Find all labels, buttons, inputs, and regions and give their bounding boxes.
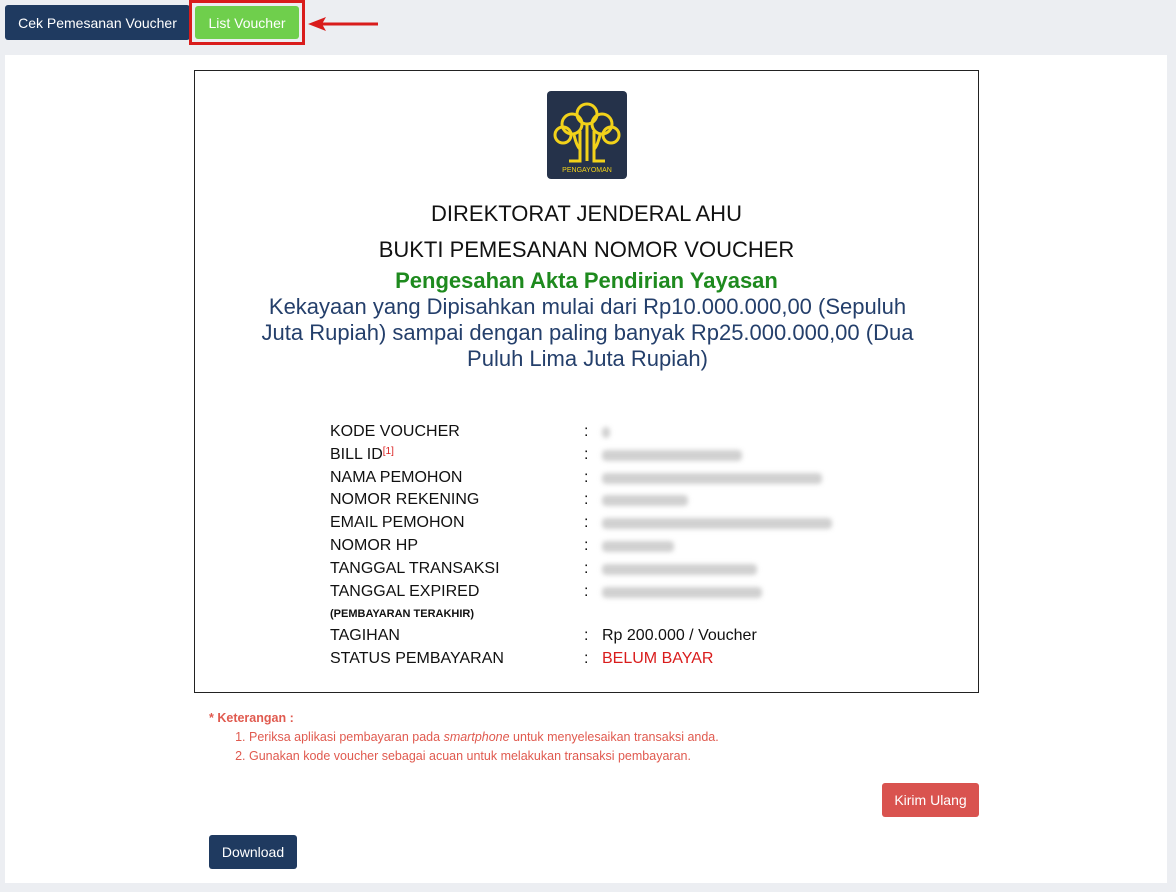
field-row-nama-pemohon [330, 467, 890, 490]
notes-heading: * Keterangan : [209, 711, 294, 725]
field-value-redacted [602, 518, 832, 529]
field-colon: : [584, 559, 589, 577]
field-row-bill-id [330, 444, 890, 467]
main-panel [5, 55, 1167, 883]
field-colon: : [584, 423, 589, 440]
field-row-status-pembayaran [330, 648, 890, 671]
receipt-fields [330, 421, 890, 671]
field-value-redacted [602, 495, 688, 506]
field-label: NOMOR REKENING [330, 491, 480, 509]
field-label: EMAIL PEMOHON [330, 514, 465, 532]
field-row-nomor-rekening [330, 489, 890, 512]
pengayoman-logo [547, 91, 627, 179]
field-value-redacted [602, 564, 757, 575]
field-label: NOMOR HP [330, 536, 418, 554]
cek-pemesanan-voucher-button[interactable]: Cek Pemesanan Voucher [5, 5, 190, 40]
field-colon: : [584, 468, 589, 486]
field-colon: : [584, 491, 589, 509]
tagihan-value: Rp 200.000 / Voucher [602, 627, 757, 645]
field-label: TANGGAL EXPIRED [330, 582, 480, 600]
notes-section [209, 711, 719, 766]
field-label: (PEMBAYARAN TERAKHIR) [330, 608, 475, 621]
field-colon: : [584, 627, 589, 645]
field-label: TAGIHAN [330, 627, 400, 645]
field-label: TANGGAL TRANSAKSI [330, 559, 500, 577]
service-name: Pengesahan Akta Pendirian Yayasan [395, 268, 778, 293]
receipt-title: DIREKTORAT JENDERAL AHU [431, 201, 742, 226]
arrow-annotation-icon [308, 14, 380, 34]
field-row-tanggal-expired [330, 581, 890, 604]
field-value-redacted [602, 427, 610, 438]
status-badge: BELUM BAYAR [602, 650, 714, 668]
field-row-kode-voucher [330, 421, 890, 444]
top-toolbar [0, 0, 1176, 48]
field-label: KODE VOUCHER [330, 423, 460, 440]
field-value-redacted [602, 541, 674, 552]
field-row-tanggal-transaksi [330, 558, 890, 581]
download-button[interactable]: Download [209, 835, 297, 869]
list-item: 2. Gunakan kode voucher sebagai acuan untuk melakukan transaksi pembayaran. [249, 747, 719, 766]
field-colon: : [584, 445, 589, 463]
footnote-ref[interactable]: [1] [382, 445, 394, 457]
logo-caption: PENGAYOMAN [562, 167, 612, 174]
list-voucher-button[interactable]: List Voucher [195, 6, 299, 39]
field-row-nomor-hp [330, 535, 890, 558]
field-row-email-pemohon [330, 512, 890, 535]
service-description: Kekayaan yang Dipisahkan mulai dari Rp10.000.000,00 (Sepuluh Juta Rupiah) sampai dengan paling banyak Rp25.000.000,00 (Dua Puluh Lima Juta Rupiah) [261, 294, 914, 371]
list-item: 1. Periksa aplikasi pembayaran pada smartphone untuk menyelesaikan transaksi anda. [249, 728, 719, 747]
field-colon: : [584, 536, 589, 554]
field-row-tagihan [330, 625, 890, 648]
field-row-pembayaran-terakhir [330, 603, 890, 625]
notes-list [209, 728, 719, 766]
field-label: STATUS PEMBAYARAN [330, 650, 504, 668]
field-colon: : [584, 514, 589, 532]
field-label: BILL ID[1] [330, 445, 394, 463]
field-value-redacted [602, 473, 822, 484]
kirim-ulang-button[interactable]: Kirim Ulang [882, 783, 979, 817]
field-label: NAMA PEMOHON [330, 468, 463, 486]
field-value-redacted [602, 587, 762, 598]
field-colon: : [584, 650, 589, 668]
field-value-redacted [602, 450, 742, 461]
voucher-receipt [194, 70, 979, 693]
field-colon: : [584, 582, 589, 600]
receipt-subtitle-heading: BUKTI PEMESANAN NOMOR VOUCHER [378, 237, 795, 262]
